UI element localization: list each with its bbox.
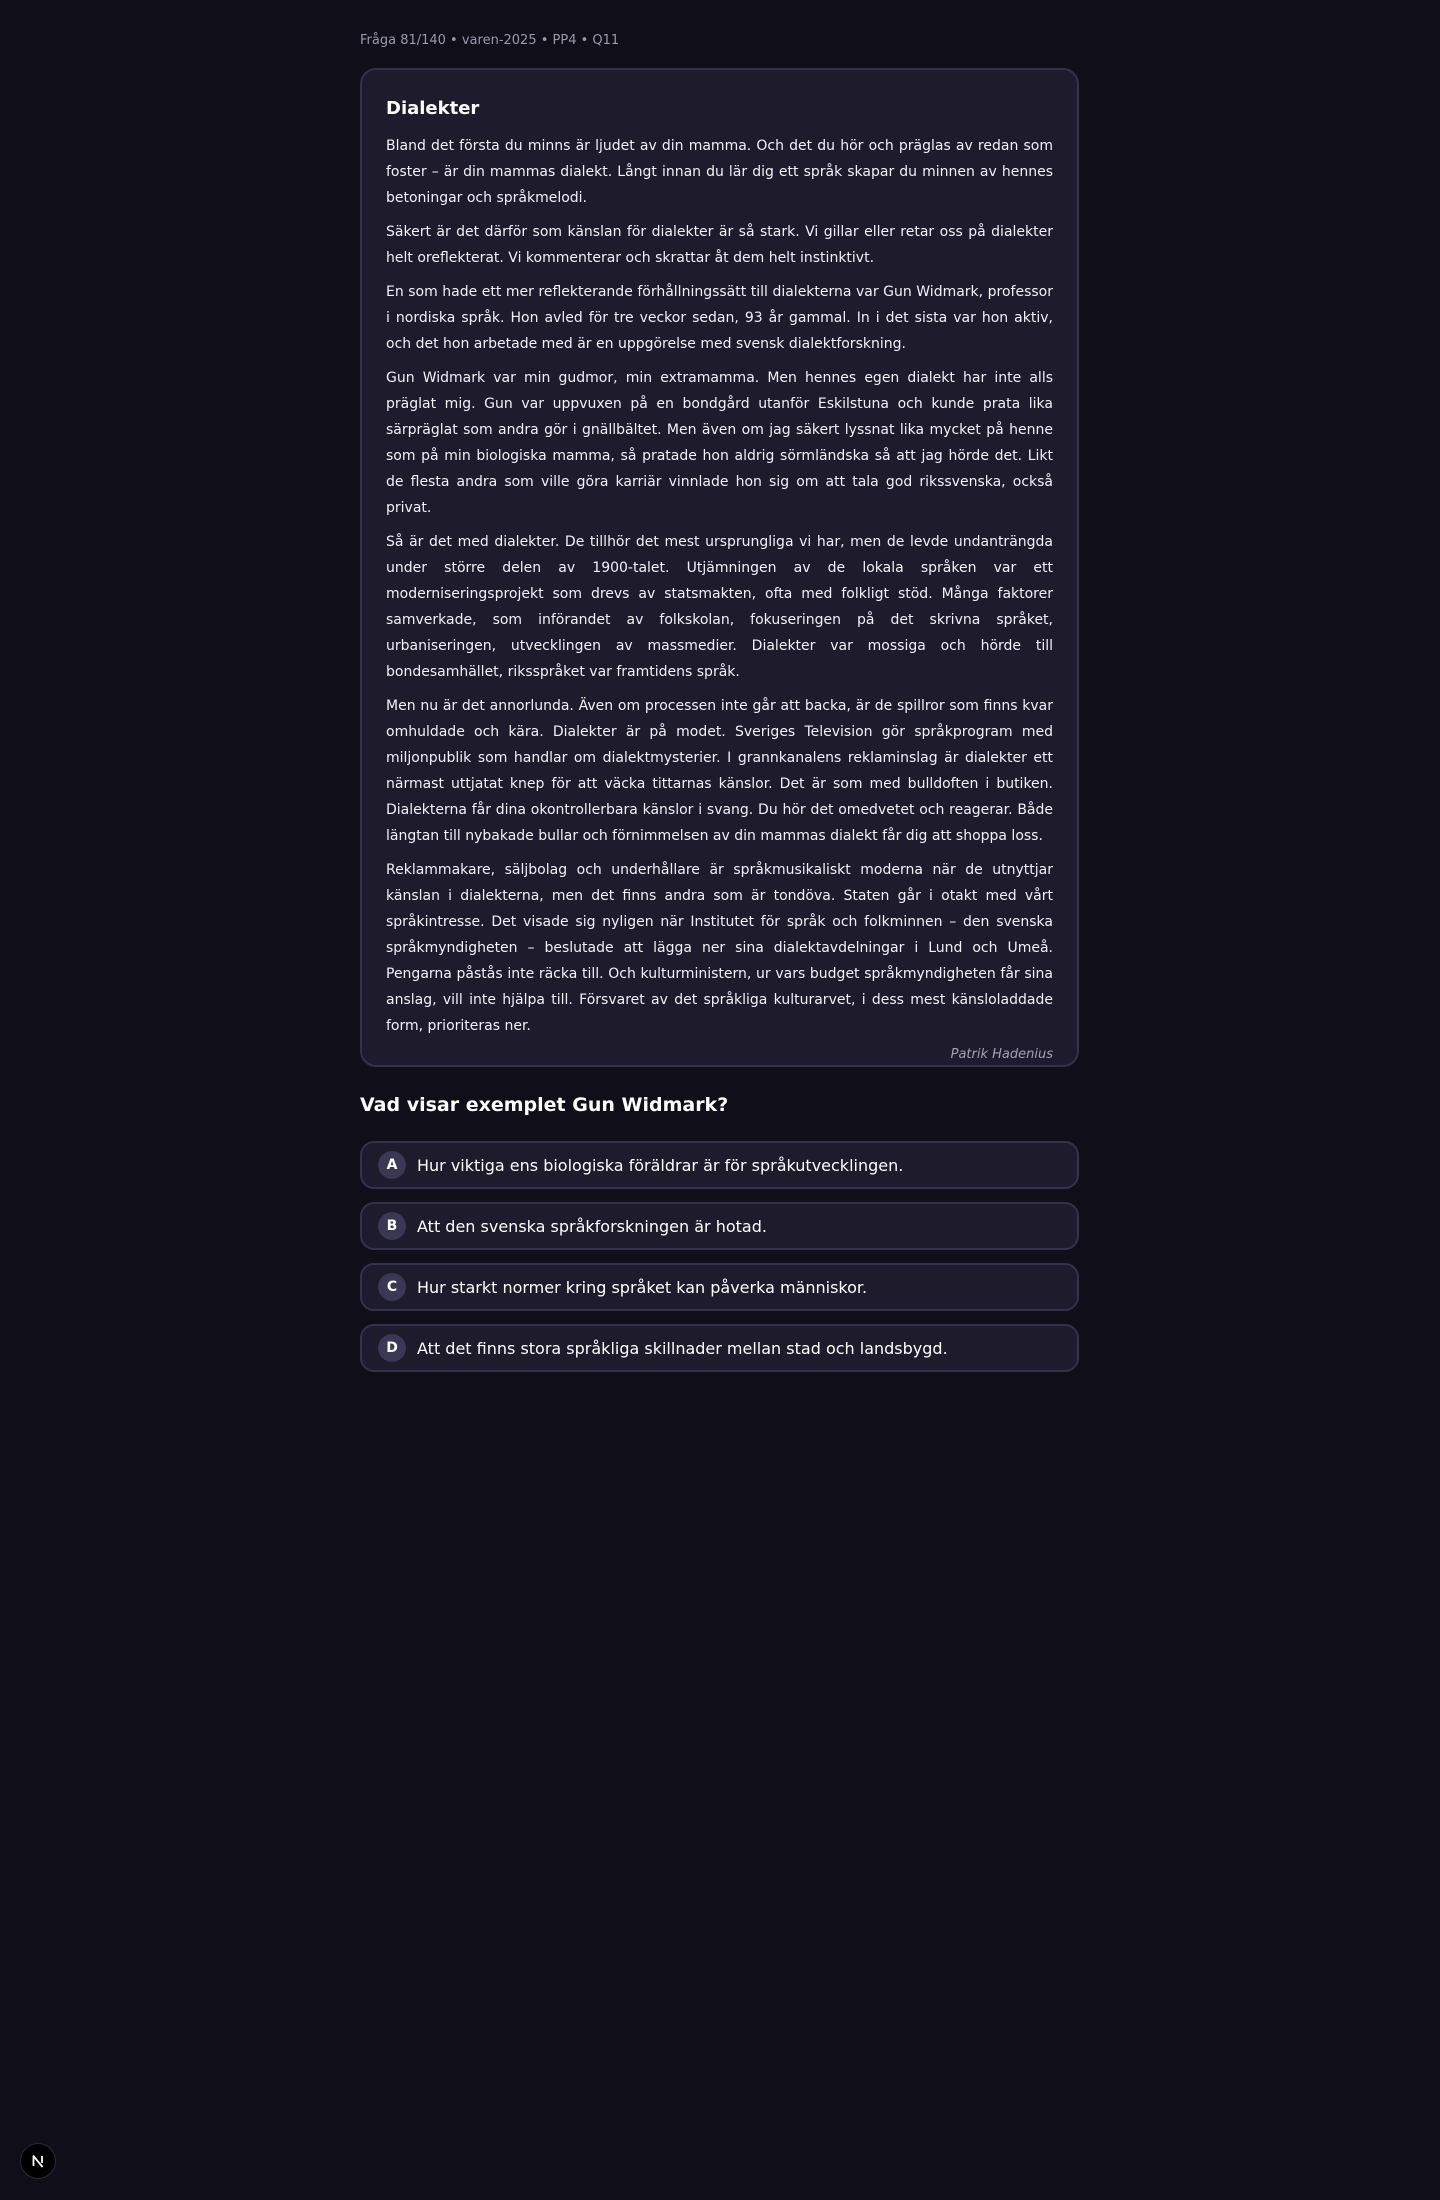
- answer-option-c[interactable]: [360, 1263, 1079, 1311]
- passage-paragraph: Men nu är det annorlunda. Även om processen inte går att backa, är de spillror som finns kvar omhuldade och kära. Dialekter är på modet. Sveriges Television gör språkprogram med miljonpublik som handlar om dialektmysterier. I grannkanalens reklaminslag är dialekter ett närmast uttjatat knep för att väcka tittarnas känslor. Det är som med bulldoften i butiken. Dialekterna får dina okontrollerbara känslor i svang. Du hör det omedvetet och reagerar. Både längtan till nybakade bullar och förnimmelsen av din mammas dialekt får dig att shoppa loss.: [386, 698, 1053, 844]
- nextjs-logo-icon: [29, 2152, 47, 2170]
- passage-card: [360, 68, 1079, 1067]
- option-text: Att den svenska språkforskningen är hotad.: [417, 1216, 767, 1236]
- option-letter-badge: D: [378, 1334, 406, 1362]
- answer-option-a[interactable]: [360, 1141, 1079, 1189]
- passage-paragraph: Så är det med dialekter. De tillhör det mest ursprungliga vi har, men de levde undanträngda under större delen av 1900-talet. Utjämningen av de lokala språken var ett moderniseringsprojekt som drevs av statsmakten, ofta med folkligt stöd. Många faktorer samverkade, som införandet av folkskolan, fokuseringen på det skrivna språket, urbaniseringen, utvecklingen av massmedier. Dialekter var mossiga och hörde till bondesamhället, riksspråket var framtidens språk.: [386, 534, 1053, 680]
- answer-options: [360, 1141, 1079, 1385]
- answer-option-b[interactable]: [360, 1202, 1079, 1250]
- option-text: Hur starkt normer kring språket kan påverka människor.: [417, 1277, 868, 1297]
- option-text: Hur viktiga ens biologiska föräldrar är för språkutvecklingen.: [417, 1155, 904, 1175]
- option-text: Att det finns stora språkliga skillnader mellan stad och landsbygd.: [417, 1338, 948, 1358]
- option-letter-badge: B: [378, 1212, 406, 1240]
- question-text: Vad visar exemplet Gun Widmark?: [360, 1094, 729, 1116]
- passage-paragraph: Gun Widmark var min gudmor, min extramamma. Men hennes egen dialekt har inte alls präglat mig. Gun var uppvuxen på en bondgård utanför Eskilstuna och kunde prata lika särpräglat som andra gör i gnällbältet. Men även om jag säkert lyssnat lika mycket på henne som på min biologiska mamma, så pratade hon aldrig sörmländska så att jag hörde det. Likt de flesta andra som ville göra karriär vinnlade hon sig om att tala god rikssvenska, också privat.: [386, 370, 1053, 516]
- option-letter-badge: C: [378, 1273, 406, 1301]
- passage-paragraph: Säkert är det därför som känslan för dialekter är så stark. Vi gillar eller retar oss på dialekter helt oreflekterat. Vi kommenterar och skrattar åt dem helt instinktivt.: [386, 224, 1053, 266]
- passage-title: Dialekter: [386, 98, 480, 119]
- breadcrumb: Fråga 81/140 • varen-2025 • PP4 • Q11: [360, 33, 620, 48]
- nextjs-dev-badge[interactable]: [20, 2143, 56, 2179]
- passage-author: Patrik Hadenius: [950, 1047, 1053, 1062]
- passage-paragraph: Bland det första du minns är ljudet av din mamma. Och det du hör och präglas av redan som foster – är din mammas dialekt. Långt innan du lär dig ett språk skapar du minnen av hennes betoningar och språkmelodi.: [386, 138, 1053, 206]
- answer-option-d[interactable]: [360, 1324, 1079, 1372]
- passage-paragraph: En som hade ett mer reflekterande förhållningssätt till dialekterna var Gun Widmark, professor i nordiska språk. Hon avled för tre veckor sedan, 93 år gammal. In i det sista var hon aktiv, och det hon arbetade med är en uppgörelse med svensk dialektforskning.: [386, 284, 1053, 352]
- option-letter-badge: A: [378, 1151, 406, 1179]
- passage-paragraph: Reklammakare, säljbolag och underhållare är språkmusikaliskt moderna när de utnyttjar känslan i dialekterna, men det finns andra som är tondöva. Staten går i otakt med vårt språkintresse. Det visade sig nyligen när Institutet för språk och folkminnen – den svenska språkmyndigheten – beslutade att lägga ner sina dialektavdelningar i Lund och Umeå. Pengarna påstås inte räcka till. Och kulturministern, ur vars budget språkmyndigheten får sina anslag, vill inte hjälpa till. Försvaret av det språkliga kulturarvet, i dess mest känsloladdade form, prioriteras ner.: [386, 862, 1053, 1034]
